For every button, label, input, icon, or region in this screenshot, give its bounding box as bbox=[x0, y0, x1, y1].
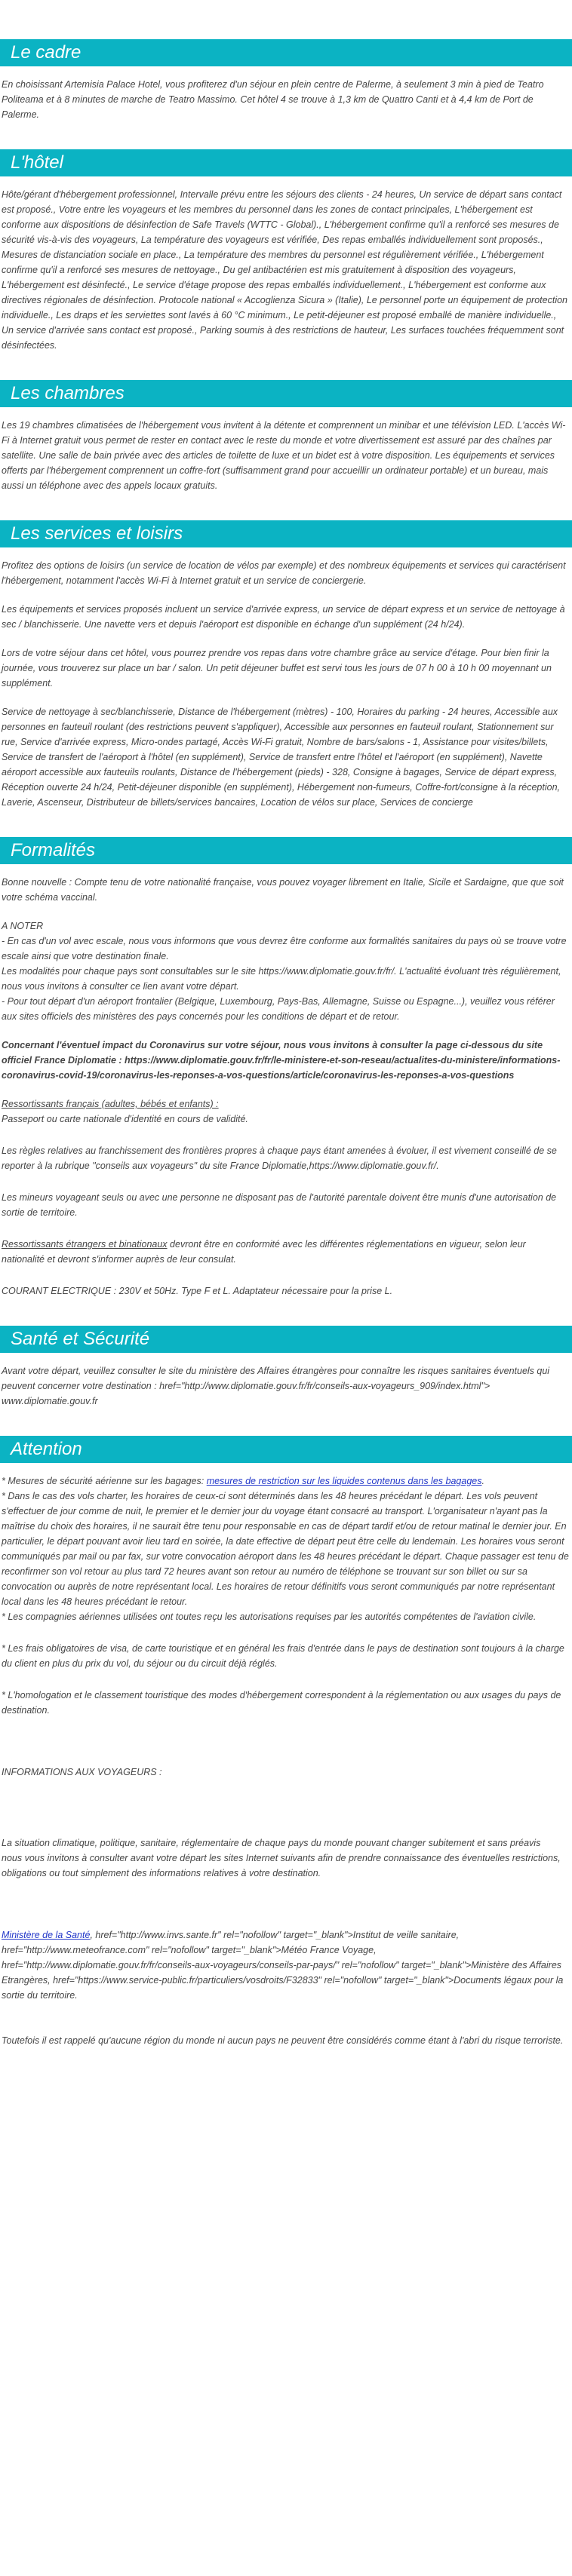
mineurs-paragraph: Les mineurs voyageant seuls ou avec une personne ne disposant pas de l'autorité parentale doivent être munis d'une autorisation de sortie de territoire. bbox=[2, 1192, 557, 1218]
terrorisme-paragraph: Toutefois il est rappelé qu'aucune région du monde ni aucun pays ne peuvent être considérés comme étant à l'abri du risque terroriste. bbox=[2, 2035, 564, 2046]
section-title-attention: Attention bbox=[0, 1436, 572, 1463]
section-body-chambres bbox=[0, 418, 572, 493]
formalites-intro: Bonne nouvelle : Compte tenu de votre nationalité française, vous pouvez voyager librement en Italie, Sicile et Sardaigne, que que soit votre schéma vaccinal. bbox=[2, 877, 564, 903]
section-body-attention bbox=[0, 1474, 572, 2048]
note-block bbox=[2, 918, 570, 1024]
section-hotel bbox=[0, 149, 572, 353]
mesures-link[interactable]: mesures de restriction sur les liquides contenus dans les bagages bbox=[206, 1476, 482, 1486]
section-formalites bbox=[0, 837, 572, 1299]
mesures-suffix: . bbox=[481, 1476, 484, 1486]
situation-paragraph: La situation climatique, politique, sanitaire, réglementaire de chaque pays du monde pouvant changer subitement et sans préavis bbox=[2, 1838, 541, 1848]
frontieres-paragraph: Les règles relatives au franchissement des frontières propres à chaque pays étant amenées à évoluer, il est vivement conseillé de se reporter à la rubrique "conseils aux voyageurs" du site France Diplomatie,https://www.diplomatie.gouv.fr/. bbox=[2, 1145, 557, 1171]
section-title-services: Les services et loisirs bbox=[0, 520, 572, 547]
services-paragraph-2: Les équipements et services proposés incluent un service d'arrivée express, un service de départ express et un service de nettoyage à sec / blanchisserie. Une navette vers et depuis l'aéroport est disponible en échange d'un supplément (24 h/24). bbox=[2, 604, 565, 630]
spacer bbox=[2, 1671, 570, 1688]
section-body-cadre bbox=[0, 77, 572, 122]
section-attention bbox=[0, 1436, 572, 2048]
section-body-formalites bbox=[0, 875, 572, 1299]
etrangers-text: devront être en conformité avec les différentes réglementations en vigueur, selon leur nationalité et devront s'informer auprès de leur consulat. bbox=[2, 1239, 526, 1265]
french-nationals-title bbox=[2, 1096, 570, 1112]
coronavirus-text: Concernant l'éventuel impact du Coronavirus sur votre séjour, nous vous invitons à consulter la page ci-dessous du site officiel France Diplomatie : https://www.diplomatie.gouv.fr/fr/le-ministere-et-son-reseau/actualites-du-ministere/informations-coronavirus-covid-19/coronavirus-les-reponses-a-vos-questions/article/coronavirus-les-reponses-a-vos-questions bbox=[2, 1040, 561, 1081]
services-paragraph-1: Profitez des options de loisirs (un service de location de vélos par exemple) et des nombreux équipements et services qui caractérisent l'hébergement, notamment l'accès Wi-Fi à Internet gratuit et un service de conciergerie. bbox=[2, 560, 566, 586]
homologation-paragraph: * L'homologation et le classement touristique des modes d'hébergement correspondent à la réglementation ou aux usages du pays de destination. bbox=[2, 1690, 561, 1716]
sante-link[interactable]: Ministère de la Santé bbox=[2, 1930, 91, 1940]
section-chambres bbox=[0, 380, 572, 493]
section-title-hotel: L'hôtel bbox=[0, 149, 572, 176]
spacer bbox=[2, 1624, 570, 1641]
links-rest: , href="http://www.invs.sante.fr" rel="nofollow" target="_blank">Institut de veille sanitaire, href="http://www.meteofrance.com" rel="nofollow" target="_blank">Météo France Voyage, href="http://www.diplomatie.gouv.fr/fr/conseils-aux-voyageurs/conseils-par-pays/" rel="nofollow" target="_blank">Ministère des Affaires Etrangères, href="https://www.service-public.fr/particuliers/vosdroits/F32833" rel="nofollow" target="_blank">Documents légaux pour la sortie du territoire. bbox=[2, 1930, 564, 2001]
mesures-line bbox=[2, 1474, 570, 1489]
spacer bbox=[2, 1881, 570, 1927]
section-title-sante: Santé et Sécurité bbox=[0, 1326, 572, 1353]
hotel-paragraph: Hôte/gérant d'hébergement professionnel, Intervalle prévu entre les séjours des clients - 24 heures, Un service de départ sans contact est proposé., Votre entre les voyageurs et les membres du personnel dans les zones de contact principales, L'hébergement est conforme aux dispositions de désinfection de Safe Travels (WTTC - Global)., L'hébergement confirme qu'il a renforcé ses mesures de sécurité vis-à-vis des voyageurs, La température des voyageurs est vérifiée, Des repas emballés individuellement sont proposés., Mesures de distanciation sociale en place., La température des membres du personnel est régulièrement vérifiée., L'hébergement confirme qu'il a renforcé ses mesures de nettoyage., Du gel antibactérien est mis gratuitement à disposition des voyageurs, L'hébergement est désinfecté., Le service d'étage propose des repas emballés individuellement., L'hébergement est conforme aux directives régionales de désinfection. Protocole national « Accoglienza Sicura » (Italie), Le personnel porte un équipement de protection individuelle., Les draps et les serviettes sont lavés à 60 °C minimum., Le petit-déjeuner est proposé emballé de manière individuelle., Un service d'arrivée sans contact est proposé., Parking soumis à des restrictions de hauteur, Les surfaces touchées fréquemment sont désinfectées. bbox=[2, 189, 567, 351]
french-nationals-text: Passeport ou carte nationale d'identité en cours de validité. bbox=[2, 1114, 248, 1124]
courant-paragraph: COURANT ELECTRIQUE : 230V et 50Hz. Type F et L. Adaptateur nécessaire pour la prise L. bbox=[2, 1286, 393, 1296]
coronavirus-notice bbox=[2, 1038, 570, 1083]
compagnies-paragraph: * Les compagnies aériennes utilisées ont toutes reçu les autorisations requises par les autorités compétentes de l'aviation civile. bbox=[2, 1612, 537, 1622]
mesures-prefix: * Mesures de sécurité aérienne sur les bagages: bbox=[2, 1476, 207, 1486]
spacer bbox=[2, 1780, 570, 1835]
note-line-1: - En cas d'un vol avec escale, nous vous informons que vous devrez être conforme aux formalités sanitaires du pays où se trouve votre escale ainsi que votre destination finale. bbox=[2, 936, 567, 961]
note-title: A NOTER bbox=[2, 921, 44, 931]
visa-paragraph: * Les frais obligatoires de visa, de carte touristique et en général les frais d'entrée dans le pays de destination sont toujours à la charge du client en plus du prix du vol, du séjour ou du circuit déjà réglés. bbox=[2, 1643, 564, 1669]
etrangers-title: Ressortissants étrangers et binationaux bbox=[2, 1239, 168, 1250]
services-paragraph-4: Service de nettoyage à sec/blanchisserie, Distance de l'hébergement (mètres) - 100, Horaires du parking - 24 heures, Accessible aux personnes en fauteuil roulant (des restrictions peuvent s'appliquer), Accessible aux personnes en fauteuil roulant, Stationnement sur rue, Service d'arrivée express, Micro-ondes partagé, Accès Wi-Fi gratuit, Nombre de bars/salons - 1, Assistance pour visites/billets, Service de transfert de l'aéroport à l'hôtel (en supplément), Service de transfert entre l'hôtel et l'aéroport (en supplément), Navette aéroport accessible aux fauteuils roulants, Distance de l'hébergement (pieds) - 328, Consigne à bagages, Service de départ express, Réception ouverte 24 h/24, Petit-déjeuner disponible (en supplément), Hébergement non-fumeurs, Coffre-fort/consigne à la réception, Laverie, Ascenseur, Distributeur de billets/services bancaires, Location de vélos sur place, Services de concierge bbox=[2, 707, 561, 808]
cadre-paragraph: En choisissant Artemisia Palace Hotel, vous profiterez d'un séjour en plein centre de Palerme, à seulement 3 min à pied de Teatro Politeama et à 8 minutes de marche de Teatro Massimo. Cet hôtel 4 se trouve à 1,3 km de Quattro Canti et à 4,4 km de Port de Palerme. bbox=[2, 79, 544, 120]
info-voyageurs-title: INFORMATIONS AUX VOYAGEURS : bbox=[2, 1767, 162, 1777]
horaires-paragraph: * Dans le cas des vols charter, les horaires de ceux-ci sont déterminés dans les 48 heures précédant le départ. Les vols peuvent s'effectuer de jour comme de nuit, le premier et le dernier jour du voyage étant consacré au transport. L'organisateur n'ayant pas la maîtrise du choix des horaires, il ne saurait être tenu pour responsable en cas de départ tardif et/ou de retour matinal le dernier jour. En particulier, le départ pouvant avoir lieu tard en soirée, la date effective de départ peut être celle du lendemain. Les horaires vous seront communiqués par mail ou par fax, sur votre convocation aéroport dans les 48 heures précédant le départ. Chaque passager est tenu de reconfirmer son vol retour au plus tard 72 heures avant son retour au numéro de téléphone se trouvant sur son billet ou sur sa convocation ou auprès de notre représentant local. Les horaires de retour définitifs vous seront communiqués par notre représentant local dans les 48 heures précédant le retour. bbox=[2, 1491, 569, 1607]
situation-paragraph-2: nous vous invitons à consulter avant votre départ les sites Internet suivants afin de prendre connaissance des éventuelles restrictions, obligations ou tout simplement des informations relatives à votre destination. bbox=[2, 1853, 561, 1878]
services-paragraph-3: Lors de votre séjour dans cet hôtel, vous pourrez prendre vos repas dans votre chambre grâce au service d'étage. Pour bien finir la journée, vous trouverez sur place un bar / salon. Un petit déjeuner buffet est servi tous les jours de 07 h 00 à 10 h 00 moyennant un supplément. bbox=[2, 648, 552, 688]
note-line-2: Les modalités pour chaque pays sont consultables sur le site https://www.diplomatie.gouv.fr/fr/. L'actualité évoluant très régulièrement, nous vous invitons à consulter ce lien avant votre départ. bbox=[2, 966, 561, 992]
section-body-sante bbox=[0, 1363, 572, 1409]
section-title-chambres: Les chambres bbox=[0, 380, 572, 407]
spacer bbox=[2, 1718, 570, 1765]
note-line-3: - Pour tout départ d'un aéroport frontalier (Belgique, Luxembourg, Pays-Bas, Allemagne, Suisse ou Espagne...), veuillez vous référer aux sites officiels des ministères des pays concernés pour les conditions de départ et de retour. bbox=[2, 996, 555, 1022]
section-title-cadre: Le cadre bbox=[0, 39, 572, 66]
section-body-services bbox=[0, 558, 572, 810]
section-sante bbox=[0, 1326, 572, 1409]
links-paragraph bbox=[2, 1927, 570, 2003]
section-title-formalites: Formalités bbox=[0, 837, 572, 864]
section-body-hotel bbox=[0, 187, 572, 353]
etrangers-paragraph bbox=[2, 1237, 570, 1267]
french-nationals-title-text: Ressortissants français (adultes, bébés et enfants) : bbox=[2, 1099, 219, 1109]
french-nationals-block bbox=[2, 1096, 570, 1127]
sante-paragraph: Avant votre départ, veuillez consulter le site du ministère des Affaires étrangères pour connaître les risques sanitaires éventuels qui peuvent concerner votre destination : href="http://www.diplomatie.gouv.fr/fr/conseils-aux-voyageurs_909/index.html"> www.diplomatie.gouv.fr bbox=[2, 1366, 550, 1406]
spacer bbox=[2, 2003, 570, 2033]
section-services bbox=[0, 520, 572, 810]
chambres-paragraph: Les 19 chambres climatisées de l'hébergement vous invitent à la détente et comprennent un minibar et une télévision LED. L'accès Wi-Fi à Internet gratuit vous permet de rester en contact avec le reste du monde et votre divertissement est assuré par des chaînes par satellite. Une salle de bain privée avec des articles de toilette de luxe et un bidet est à votre disposition. Les équipements et services offerts par l'hébergement comprennent un coffre-fort (suffisamment grand pour accueillir un ordinateur portable) et un bureau, mais aussi un téléphone avec des appels locaux gratuits. bbox=[2, 420, 566, 491]
section-cadre bbox=[0, 39, 572, 122]
